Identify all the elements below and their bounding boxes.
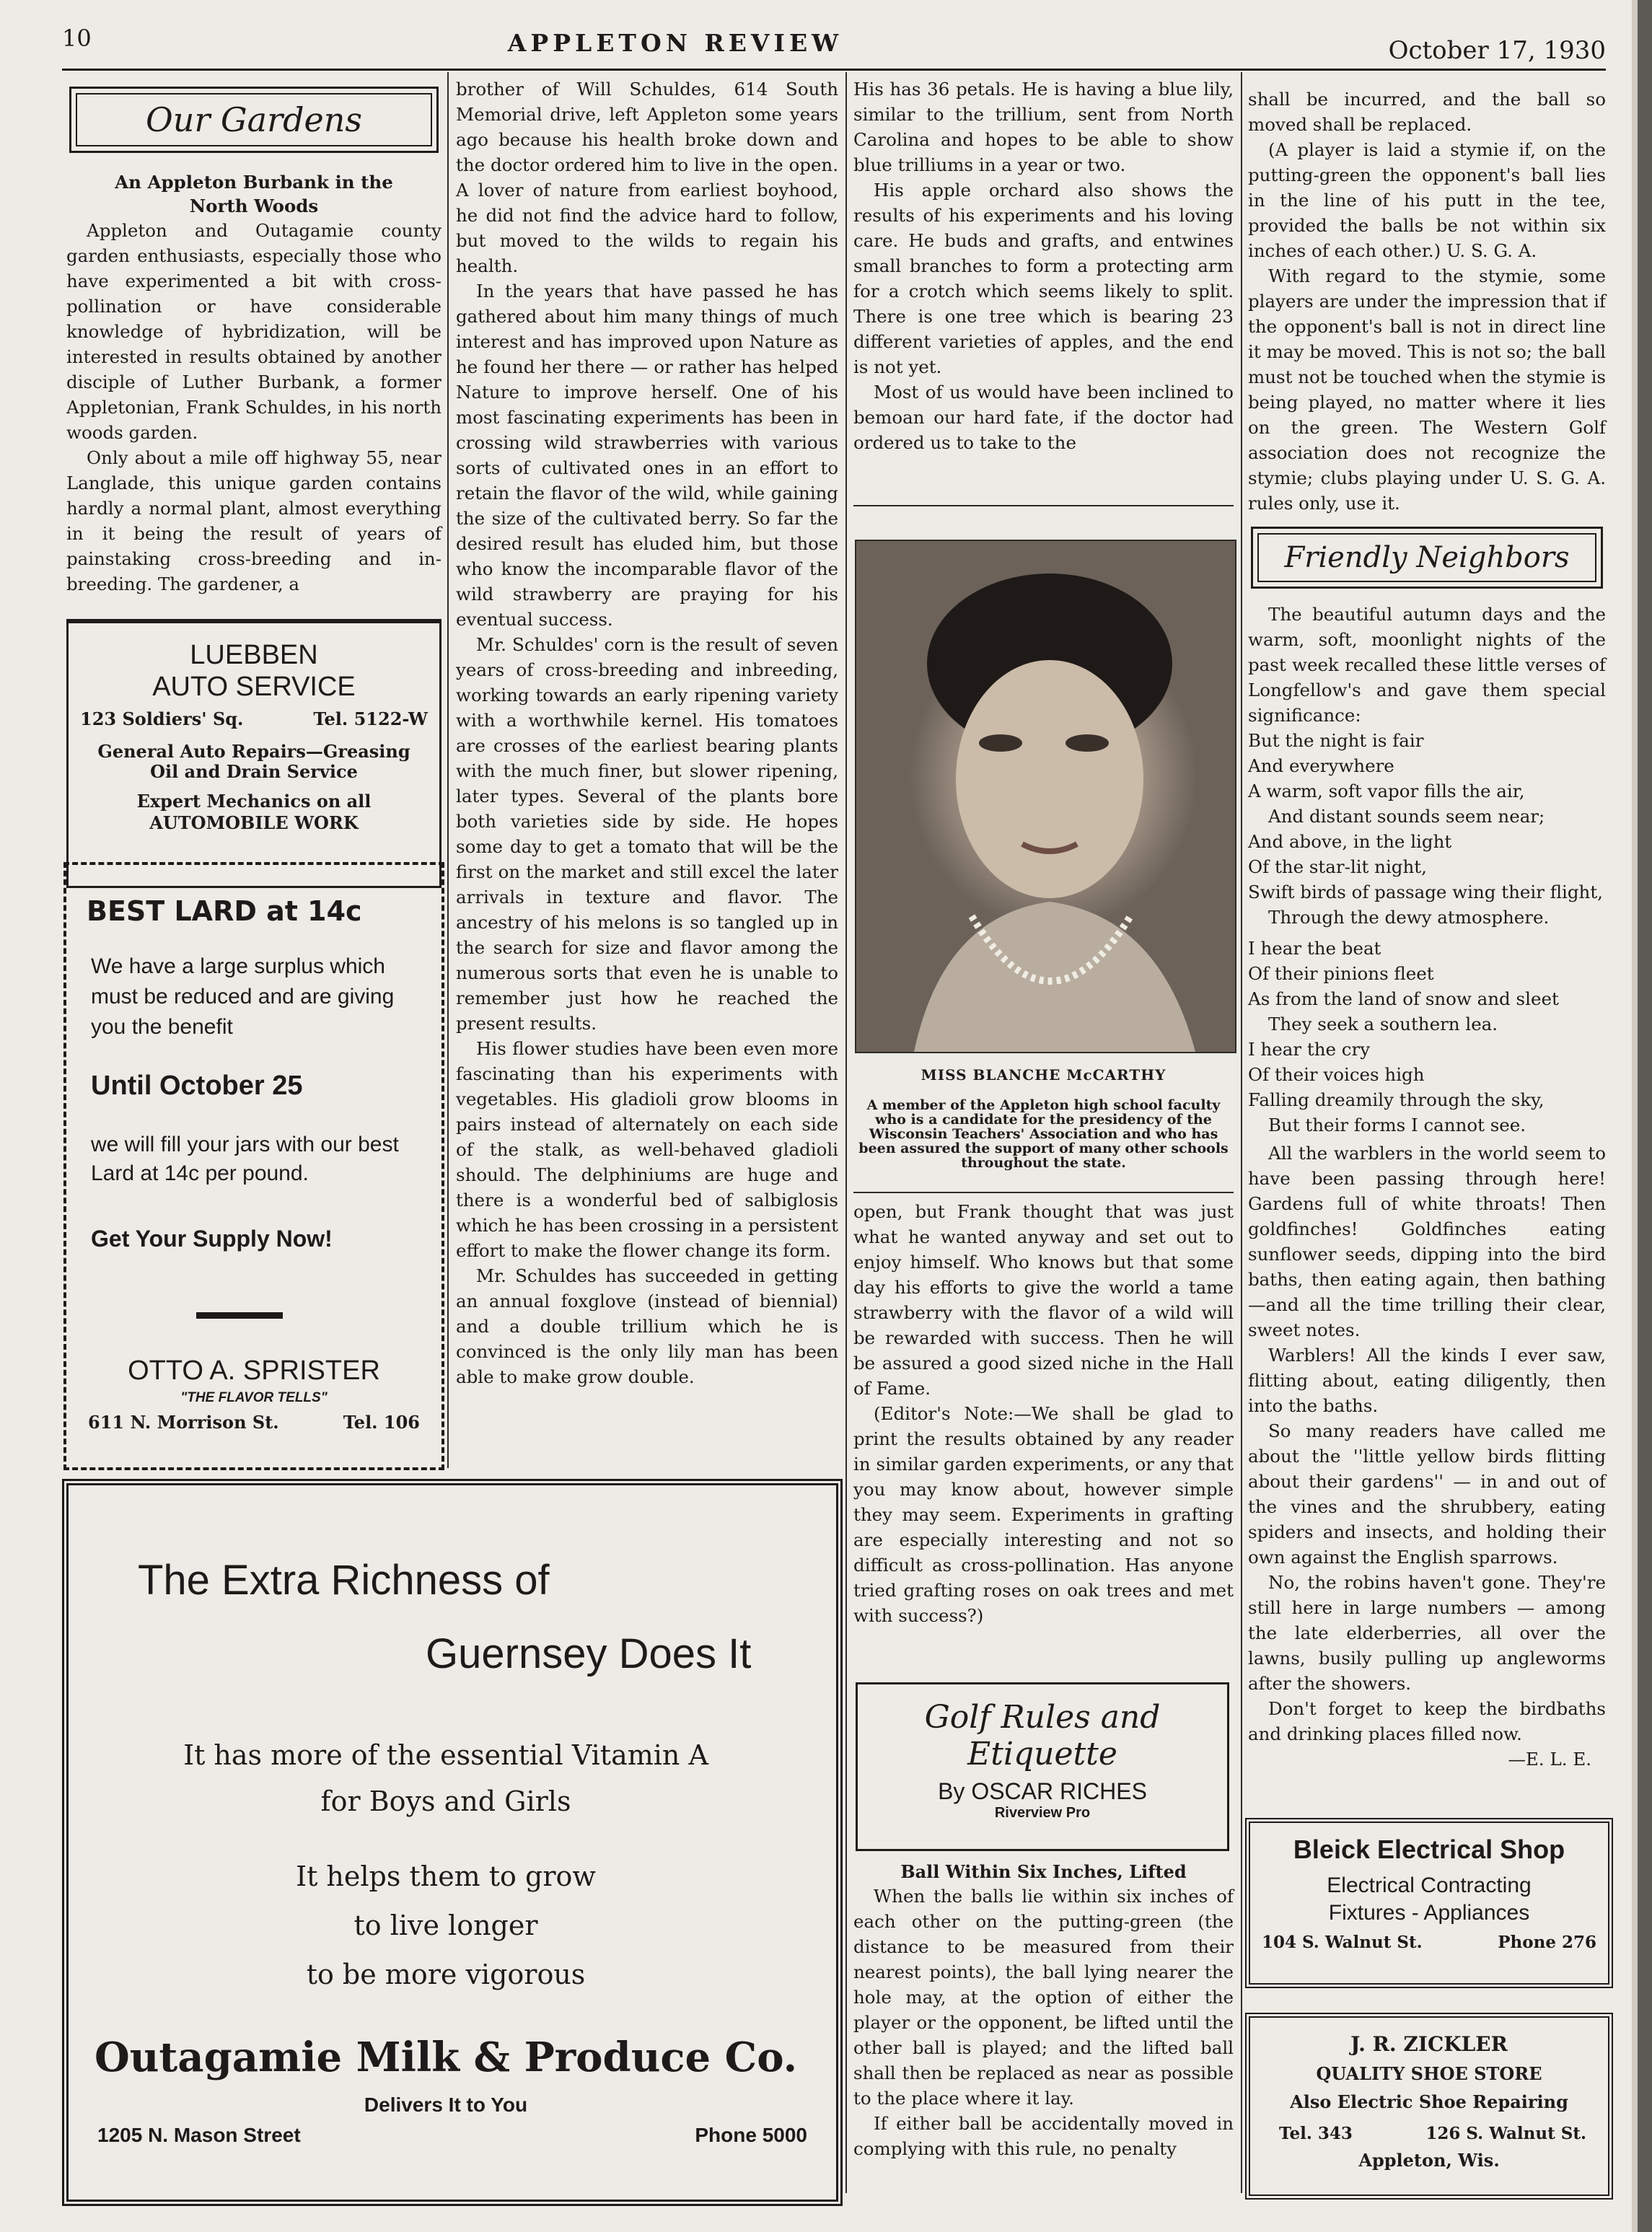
luebben-line-3: Expert Mechanics on all	[136, 791, 372, 812]
luebben-phone: Tel. 5122-W	[313, 708, 428, 729]
guernsey-ad	[62, 1479, 843, 2206]
guernsey-address: 1205 N. Mason Street	[97, 2124, 301, 2146]
poem-line: Of the star-lit night,	[1248, 856, 1427, 877]
portrait-photo	[855, 540, 1236, 1053]
golf-role: Riverview Pro	[994, 1805, 1091, 1821]
guernsey-phone: Phone 5000	[695, 2124, 807, 2146]
portrait-illustration	[856, 541, 1235, 1052]
golf-heading-box	[856, 1682, 1229, 1851]
article-paragraph: If either ball be accidentally moved in complying with this rule, no penalty	[853, 2113, 1234, 2159]
guernsey-company: Outagamie Milk & Produce Co.	[94, 2034, 798, 2081]
poem-line: And everywhere	[1248, 755, 1394, 776]
article-paragraph: The beautiful autumn days and the warm, soft, moonlight nights of the past week recalled these little verses of Longfellow's and gave them special significance:	[1248, 604, 1606, 726]
article-paragraph: When the balls lie within six inches of each other on the putting-green (the distance to be measured from their nearest points), the ball lying nearer the hole may, at the option of either the player or the opponent, be lifted until the other ball is played; and the lifted ball shall then be replaced as near as possible to the place where it lay.	[853, 1886, 1234, 2109]
neighbors-heading: Friendly Neighbors	[1257, 533, 1596, 582]
luebben-line-1: General Auto Repairs—Greasing	[97, 741, 410, 762]
photo-caption-text: A member of the Appleton high school faculty who is a candidate for the presidency of the Wisconsin Teachers' Association and who has been assured the support of many other schools throughout the state.	[858, 1097, 1229, 1171]
photo-bottom-rule	[853, 1192, 1234, 1193]
bleick-address: 104 S. Walnut St.	[1262, 1933, 1423, 1952]
zickler-name: J. R. ZICKLER	[1350, 2032, 1508, 2056]
poem-line: Falling dreamily through the sky,	[1248, 1089, 1545, 1110]
zickler-ad	[1245, 2013, 1613, 2200]
golf-title-2: Etiquette	[967, 1736, 1117, 1772]
zickler-line-2: Also Electric Shoe Repairing	[1290, 2091, 1568, 2112]
zickler-line-1: QUALITY SHOE STORE	[1316, 2063, 1542, 2084]
page-number: 10	[62, 25, 92, 52]
article-paragraph: In the years that have passed he has gathered about him many things of much interest and has improved upon Nature as he found her there — or rather has helped Nature to improve herself. One of his most fascinating experiments has been in crossing wild strawberries with various sorts of cultivated ones in an effort to retain the flavor of the wild, while gaining the size of the cultivated berry. So far the desired result has eluded him, but those who know the incomparable flavor of the wild strawberry are praying for his eventual success.	[456, 281, 838, 630]
poem-line: But the night is fair	[1248, 730, 1424, 751]
lard-until: Until October 25	[91, 1071, 303, 1101]
zickler-city: Appleton, Wis.	[1358, 2150, 1500, 2171]
article-paragraph: Most of us would have been inclined to bemoan our hard fate, if the doctor had ordered us to take to the	[853, 382, 1234, 453]
article-paragraph: With regard to the stymie, some players are under the impression that if the opponent's ball is not in direct line it may be moved. This is not so; the ball must not be touched when the stymie is being played, no matter where it lies on the green. The Western Golf association does not recognize the stymie; clubs playing under U. S. G. A. rules only, use it.	[1248, 265, 1606, 514]
poem-line: A warm, soft vapor fills the air,	[1248, 781, 1525, 801]
lard-ad	[63, 862, 444, 1470]
poem-line: Of their pinions fleet	[1248, 963, 1434, 984]
luebben-name-2: AUTO SERVICE	[152, 672, 356, 702]
gardens-heading-box	[69, 87, 439, 153]
bleick-ad	[1245, 1818, 1613, 1988]
lard-cta: Get Your Supply Now!	[91, 1226, 333, 1252]
gardens-column-1	[66, 72, 441, 597]
header-rule	[62, 69, 1606, 71]
gardens-subhead-2: North Woods	[189, 195, 319, 216]
article-paragraph: His has 36 petals. He is having a blue lily, similar to the trillium, sent from North Carolina and hopes to be able to show blue trilliums in a year or two.	[853, 79, 1234, 175]
golf-subhead: Ball Within Six Inches, Lifted	[900, 1861, 1187, 1882]
article-paragraph: Warblers! All the kinds I ever saw, flitting about, eating diligently, then into the baths.	[1248, 1345, 1606, 1416]
article-paragraph: His flower studies have been even more fascinating than his experiments with vegetables. His gladioli grow blooms in pairs instead of alternately on each side of the stalk, as well-behaved gladioli should. The delphiniums are huge and there is a wonderful bed of salbiglosis which he has been crossing in a persistent effort to make the flower change its form.	[456, 1038, 838, 1261]
lard-phone: Tel. 106	[343, 1412, 420, 1433]
poem-line: I hear the beat	[1248, 938, 1381, 959]
article-paragraph: Mr. Schuldes' corn is the result of seven years of cross-breeding and inbreeding, working towards an early ripening variety with a worthwhile kernel. His tomatoes are crosses of the earliest bearing plants with the much finer, but slower ripening, later types. Several of the plants bore both varieties side by side. He hopes some day to get a tomato that will be the first on the market and still excel the later arrivals in texture and flavor. The ancestry of his melons is so tangled up in the search for size and flavor among the numerous sorts that even he is unable to remember just how he reached the present results.	[456, 634, 838, 1034]
guernsey-line-1: It has more of the essential Vitamin A	[183, 1739, 708, 1771]
issue-date: October 17, 1930	[1388, 36, 1606, 65]
photo-caption-name: MISS BLANCHE McCARTHY	[921, 1066, 1166, 1084]
poem-line: They seek a southern lea.	[1268, 1014, 1498, 1034]
gardens-heading: Our Gardens	[76, 93, 432, 146]
article-paragraph: Mr. Schuldes has succeeded in getting an annual foxglove (instead of biennial) and a double trillium which he is convinced is the only lily man has been able to make grow double.	[456, 1265, 838, 1387]
lard-divider	[196, 1312, 283, 1319]
column-rule-3	[1241, 72, 1242, 2193]
golf-title-1: Golf Rules and	[924, 1699, 1161, 1736]
poem-line: Of their voices high	[1248, 1064, 1425, 1085]
article-paragraph: Don't forget to keep the birdbaths and drinking places filled now.	[1248, 1698, 1606, 1744]
page-header	[62, 20, 1606, 63]
guernsey-line-2: for Boys and Girls	[320, 1785, 571, 1817]
article-paragraph: brother of Will Schuldes, 614 South Memorial drive, left Appleton some years ago because his health broke down and the doctor ordered him to live in the open. A lover of nature from earliest boyhood, he did not find the advice hard to follow, but moved to the wilds to regain his health.	[456, 79, 838, 276]
poem-line: Swift birds of passage wing their flight,	[1248, 882, 1603, 902]
guernsey-headline-2: Guernsey Does It	[426, 1630, 752, 1677]
article-paragraph: So many readers have called me about the ''little yellow birds flitting about their gardens'' — in and out of the vines and the shrubbery, eating spiders and insects, and holding their own against the English sparrows.	[1248, 1420, 1606, 1568]
bleick-phone: Phone 276	[1498, 1933, 1596, 1952]
lard-body-1: We have a large surplus which must be reduced and are giving you the benefit	[91, 954, 395, 1039]
poem-line: As from the land of snow and sleet	[1248, 988, 1559, 1009]
photo-top-rule	[853, 505, 1234, 506]
column-rule-2	[845, 72, 847, 2193]
guernsey-line-5: to be more vigorous	[306, 1959, 586, 1990]
neighbors-column	[1248, 518, 1606, 1772]
guernsey-line-4: to live longer	[353, 1910, 538, 1941]
lard-body-2: we will fill your jars with our best Lard at 14c per pound.	[91, 1133, 399, 1185]
guernsey-headline-1: The Extra Richness of	[138, 1557, 550, 1604]
article-paragraph: No, the robins haven't gone. They're still here in large numbers — among the late elderberries, all over the lawns, busily pulling up angleworms after the showers.	[1248, 1572, 1606, 1694]
poem-line: Through the dewy atmosphere.	[1268, 907, 1550, 928]
article-paragraph: His apple orchard also shows the results of his experiments and his loving care. He buds and grafts, and entwines small branches to form a protecting arm for a crotch which seems likely to split. There is one tree which is bearing 23 different varieties of apples, and the end is not yet.	[853, 180, 1234, 377]
article-paragraph: All the warblers in the world seem to have been passing through here! Gardens full of white throats! Then goldfinches! Goldfinches eating sunflower seeds, dipping into the bird baths, then eating again, then bathing —and all the time trilling their clear, sweet notes.	[1248, 1143, 1606, 1340]
golf-byline: By OSCAR RICHES	[938, 1778, 1147, 1804]
luebben-ad	[66, 619, 441, 888]
gardens-column-3-bottom	[853, 1199, 1234, 1628]
neighbors-heading-box	[1251, 527, 1603, 589]
guernsey-delivers: Delivers It to You	[364, 2093, 528, 2116]
article-paragraph: Appleton and Outagamie county garden enthusiasts, especially those who have experimented a bit with cross-pollination or have considerable knowledge of hybridization, will be interested in results obtained by another disciple of Luther Burbank, a former Appletonian, Frank Schuldes, in his north woods garden.	[66, 220, 441, 443]
poem-stanza-2	[1248, 936, 1606, 1138]
poem-line: I hear the cry	[1248, 1039, 1371, 1060]
lard-slogan: "THE FLAVOR TELLS"	[180, 1390, 328, 1405]
zickler-address: 126 S. Walnut St.	[1425, 2124, 1586, 2143]
article-paragraph: shall be incurred, and the ball so moved shall be replaced.	[1248, 89, 1606, 135]
golf-column-4	[1248, 87, 1606, 516]
gardens-column-2	[456, 76, 838, 1389]
neighbors-signature: —E. L. E.	[1508, 1749, 1591, 1770]
poem-line: But their forms I cannot see.	[1268, 1115, 1526, 1135]
article-paragraph: (A player is laid a stymie if, on the putting-green the opponent's ball lies in the line of his putt in the tee, provided the balls be not within six inches of each other.) U. S. G. A.	[1248, 139, 1606, 261]
article-paragraph: Only about a mile off highway 55, near Langlade, this unique garden contains hardly a normal plant, almost everything in it being the result of years of painstaking cross-breeding and in-breeding. The gardener, a	[66, 447, 441, 594]
luebben-address: 123 Soldiers' Sq.	[80, 708, 244, 729]
golf-column-3	[853, 1860, 1234, 2161]
luebben-line-4: AUTOMOBILE WORK	[149, 812, 359, 833]
poem-line: And above, in the light	[1248, 831, 1452, 852]
poem-line: And distant sounds seem near;	[1268, 806, 1545, 827]
page-edge-shadow	[1632, 0, 1638, 2232]
bleick-name: Bleick Electrical Shop	[1293, 1835, 1565, 1864]
article-paragraph: open, but Frank thought that was just what he wanted anyway and set out to enjoy himself. Who knows but that some day his efforts to give the world a tame strawberry with the flavor of a wild will be rewarded with success. Then he will be assured a good sized niche in the Hall of Fame.	[853, 1201, 1234, 1399]
gardens-subhead-1: An Appleton Burbank in the	[115, 172, 393, 193]
lard-merchant: OTTO A. SPRISTER	[128, 1356, 380, 1386]
luebben-line-2: Oil and Drain Service	[150, 761, 358, 782]
gardens-column-3-top	[853, 76, 1234, 455]
publication-title: APPLETON REVIEW	[507, 29, 843, 57]
lard-headline: BEST LARD at 14c	[87, 895, 362, 927]
poem-stanza-1	[1248, 728, 1606, 930]
luebben-name-1: LUEBBEN	[190, 640, 318, 670]
article-paragraph: (Editor's Note:—We shall be glad to print the results obtained by any reader in similar garden experiments, or any that you may know about, however simple they may seem. Experiments in grafting are especially interesting and not so difficult as cross-pollination. Has anyone tried grafting roses on oak trees and met with success?)	[853, 1403, 1234, 1626]
zickler-phone: Tel. 343	[1279, 2124, 1353, 2143]
guernsey-line-3: It helps them to grow	[296, 1860, 596, 1892]
page-binding-edge	[1638, 0, 1652, 2232]
bleick-line-1: Electrical Contracting	[1327, 1873, 1532, 1897]
column-rule-1	[447, 72, 449, 1468]
bleick-line-2: Fixtures - Appliances	[1328, 1901, 1530, 1925]
lard-address: 611 N. Morrison St.	[88, 1412, 279, 1433]
